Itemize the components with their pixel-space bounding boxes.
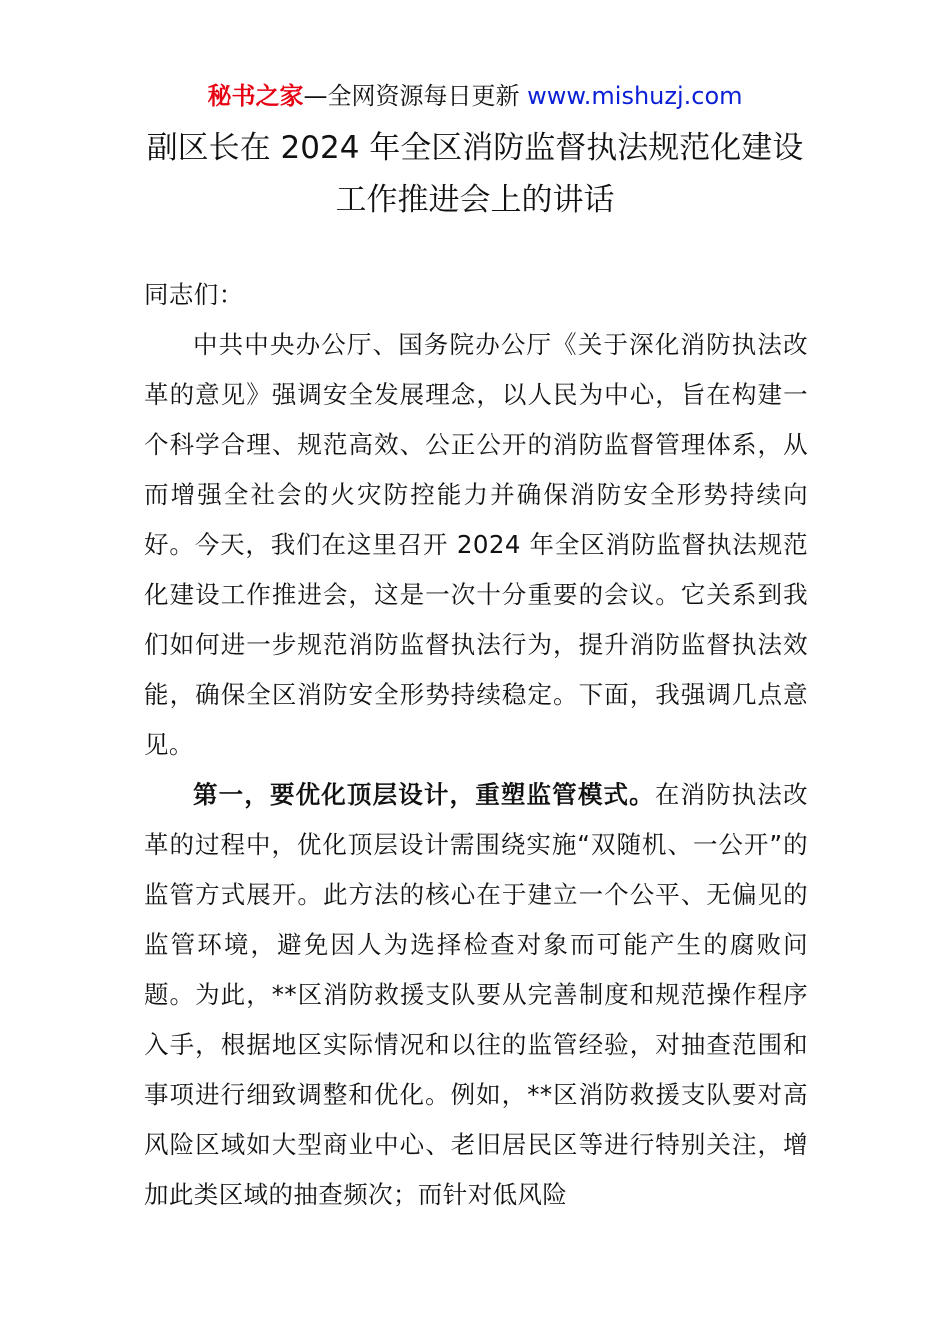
paragraph-2-heading: 第一，要优化顶层设计，重塑监管模式。	[193, 780, 655, 809]
title-line-1: 副区长在 2024 年全区消防监督执法规范化建设	[146, 130, 804, 166]
header-tagline: —全网资源每日更新	[303, 82, 528, 110]
paragraph-2-text: 在消防执法改革的过程中，优化顶层设计需围绕实施“双随机、一公开”的监管方式展开。此方法的核心在于建立一个公平、无偏见的监管环境，避免因人为选择检查对象而可能产生的腐败问题。为此，**区消防救援支队要从完善制度和规范操作程序入手，根据地区实际情况和以往的监管经验，对抽查范围和事项进行细致调整和优化。例如，**区消防救援支队要对高风险区域如大型商业中心、老旧居民区等进行特别关注，增加此类区域的抽查频次；而针对低风险	[144, 780, 808, 1209]
salutation: 同志们：	[144, 280, 244, 309]
paragraph-1: 中共中央办公厅、国务院办公厅《关于深化消防执法改革的意见》强调安全发展理念，以人民为中心，旨在构建一个科学合理、规范高效、公正公开的消防监督管理体系，从而增强全社会的火灾防控能力并确保消防安全形势持续向好。今天，我们在这里召开 2024 年全区消防监督执法规范化建设工作推进会，这是一次十分重要的会议。它关系到我们如何进一步规范消防监督执法行为，提升消防监督执法效能，确保全区消防安全形势持续稳定。下面，我强调几点意见。	[144, 330, 808, 759]
title-line-2: 工作推进会上的讲话	[335, 182, 615, 218]
document-body	[144, 270, 808, 1220]
site-url[interactable]: www.mishuzj.com	[527, 82, 743, 110]
site-header	[0, 78, 950, 114]
brand-name: 秘书之家	[207, 82, 304, 110]
document-title	[60, 122, 890, 226]
paragraph-2	[144, 770, 808, 1220]
